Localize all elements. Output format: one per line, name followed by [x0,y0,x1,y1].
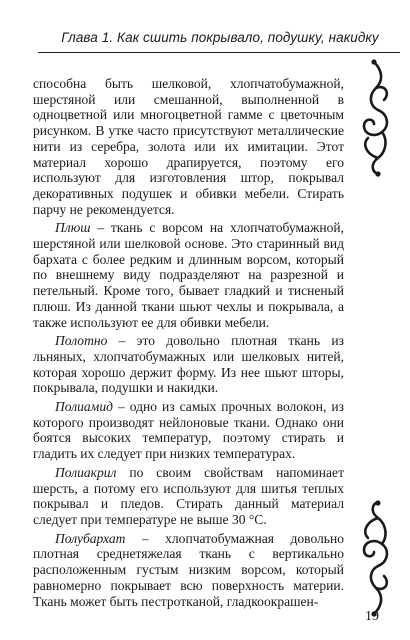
header-rule [38,52,400,53]
term: Полубархат [55,530,126,546]
paragraph [33,465,344,528]
paragraph [33,333,344,396]
paragraph [33,531,344,610]
definition: – одно из самых прочных волокон, из которого производят нейлоновые ткани. Однако они боятся высоких температур, поэтому стирать и гладить их следует при низких температурах. [33,399,344,462]
paragraph [33,399,344,462]
definition: по своим свойствам напоминает шерсть, а потому его используют для шитья теплых покрывал и пледов. Стирать данный материал следует при температуре не выше 30 °С. [33,464,344,527]
definition: – хлопчатобумажная довольно плотная среднетяжелая ткань с вертикально расположенным густым низким ворсом, который равномерно покрывает всю поверхность материи. Ткань может быть пестроткaной, гладкоокрашен- [33,530,344,609]
term: Плюш [55,220,91,236]
running-header: Глава 1. Как сшить покрывало, подушку, накидку [61,30,379,45]
term: Полотно [55,333,108,349]
term: Полиакрил [55,464,117,480]
decorative-scroll-icon [352,58,396,178]
definition: – ткань с ворсом на хлопчатобумажной, шерстяной или шелковой основе. Это старинный вид бархата с более редким и длинным ворсом, который по внешнему виду подразделяют на разрезной и петельный. Кроме того, бывает гладкий и тисненый плюш. Из данной ткани шьют чехлы и покрывала, а также используют ее для обивки мебели. [33,220,344,330]
term: Полиамид [55,399,113,415]
body-text [33,76,344,609]
decorative-scroll-icon [352,500,396,618]
paragraph [33,220,344,330]
paragraph: способна быть шелковой, хлопчатобумажной, шерстяной или смешанной, выполненной в одноцветной или многоцветной гамме с цветочным рисунком. В утке часто присутствуют металлические нити из серебра, золота или их имитации. Этот материал хорошо драпируется, поэтому его используют для изготовления штор, покрывал декоративных подушек и обивки мебели. Стирать парчу не рекомендуется. [33,76,344,217]
page-number: 19 [365,609,379,624]
definition: – это довольно плотная ткань из льняных, хлопчатобумажных или шелковых нитей, которая хорошо держит форму. Из нее шьют шторы, покрывала, подушки и накидки. [33,333,344,396]
